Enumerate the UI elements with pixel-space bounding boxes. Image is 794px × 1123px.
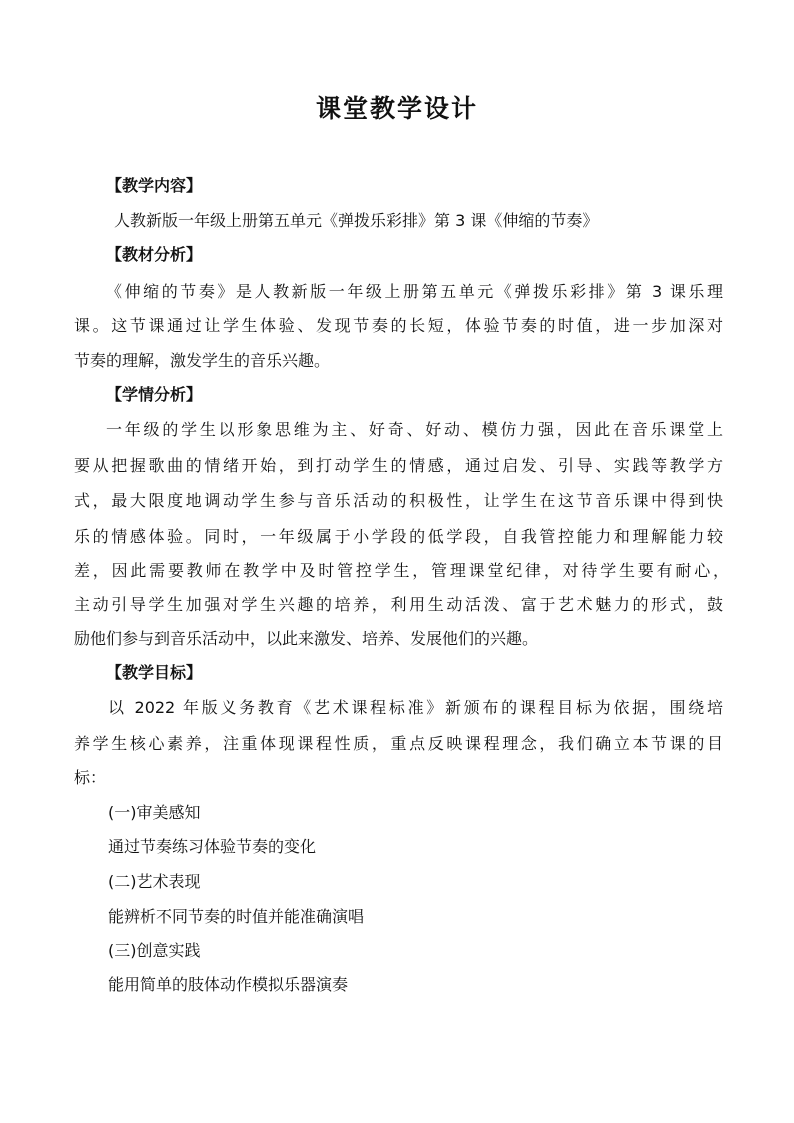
goals-line: 养学生核心素养，注重体现课程性质，重点反映课程理念，我们确立本节课的目: [74, 734, 723, 753]
section-heading-material: 【教材分析】: [106, 245, 203, 264]
students-line: 要从把握歌曲的情绪开始，到打动学生的情感，通过启发、引导、实践等教学方: [74, 456, 723, 475]
content-text: 人教新版一年级上册第五单元《弹拨乐彩排》第 3 课《伸缩的节奏》: [114, 211, 599, 230]
material-line: 节奏的理解，激发学生的音乐兴趣。: [74, 351, 331, 370]
goal-label: (三)创意实践: [108, 941, 201, 960]
section-heading-students: 【学情分析】: [106, 385, 203, 404]
students-line: 乐的情感体验。同时，一年级属于小学段的低学段，自我管控能力和理解能力较: [74, 527, 723, 546]
goals-line: 以 2022 年版义务教育《艺术课程标准》新颁布的课程目标为依据，围绕培: [108, 698, 723, 717]
students-line: 励他们参与到音乐活动中，以此来激发、培养、发展他们的兴趣。: [74, 629, 539, 648]
students-line: 式，最大限度地调动学生参与音乐活动的积极性，让学生在这节音乐课中得到快: [74, 491, 723, 510]
goals-line: 标：: [74, 768, 107, 787]
goal-text: 能用简单的肢体动作模拟乐器演奏: [108, 975, 349, 994]
goal-label: (一)审美感知: [108, 803, 201, 822]
goal-text: 能辨析不同节奏的时值并能准确演唱: [108, 907, 365, 926]
section-heading-goals: 【教学目标】: [106, 663, 203, 682]
section-heading-content: 【教学内容】: [106, 176, 203, 195]
material-line: 《伸缩的节奏》是人教新版一年级上册第五单元《弹拨乐彩排》第 3 课乐理: [106, 282, 723, 301]
students-line: 一年级的学生以形象思维为主、好奇、好动、模仿力强，因此在音乐课堂上: [106, 420, 723, 439]
goal-text: 通过节奏练习体验节奏的变化: [108, 837, 317, 856]
students-line: 主动引导学生加强对学生兴趣的培养，利用生动活泼、富于艺术魅力的形式，鼓: [74, 595, 723, 614]
goal-label: (二)艺术表现: [108, 872, 201, 891]
students-line: 差，因此需要教师在教学中及时管控学生，管理课堂纪律，对待学生要有耐心，: [74, 561, 729, 580]
material-line: 课。这节课通过让学生体验、发现节奏的长短，体验节奏的时值，进一步加深对: [74, 316, 723, 335]
page-title: 课堂教学设计: [315, 94, 478, 123]
